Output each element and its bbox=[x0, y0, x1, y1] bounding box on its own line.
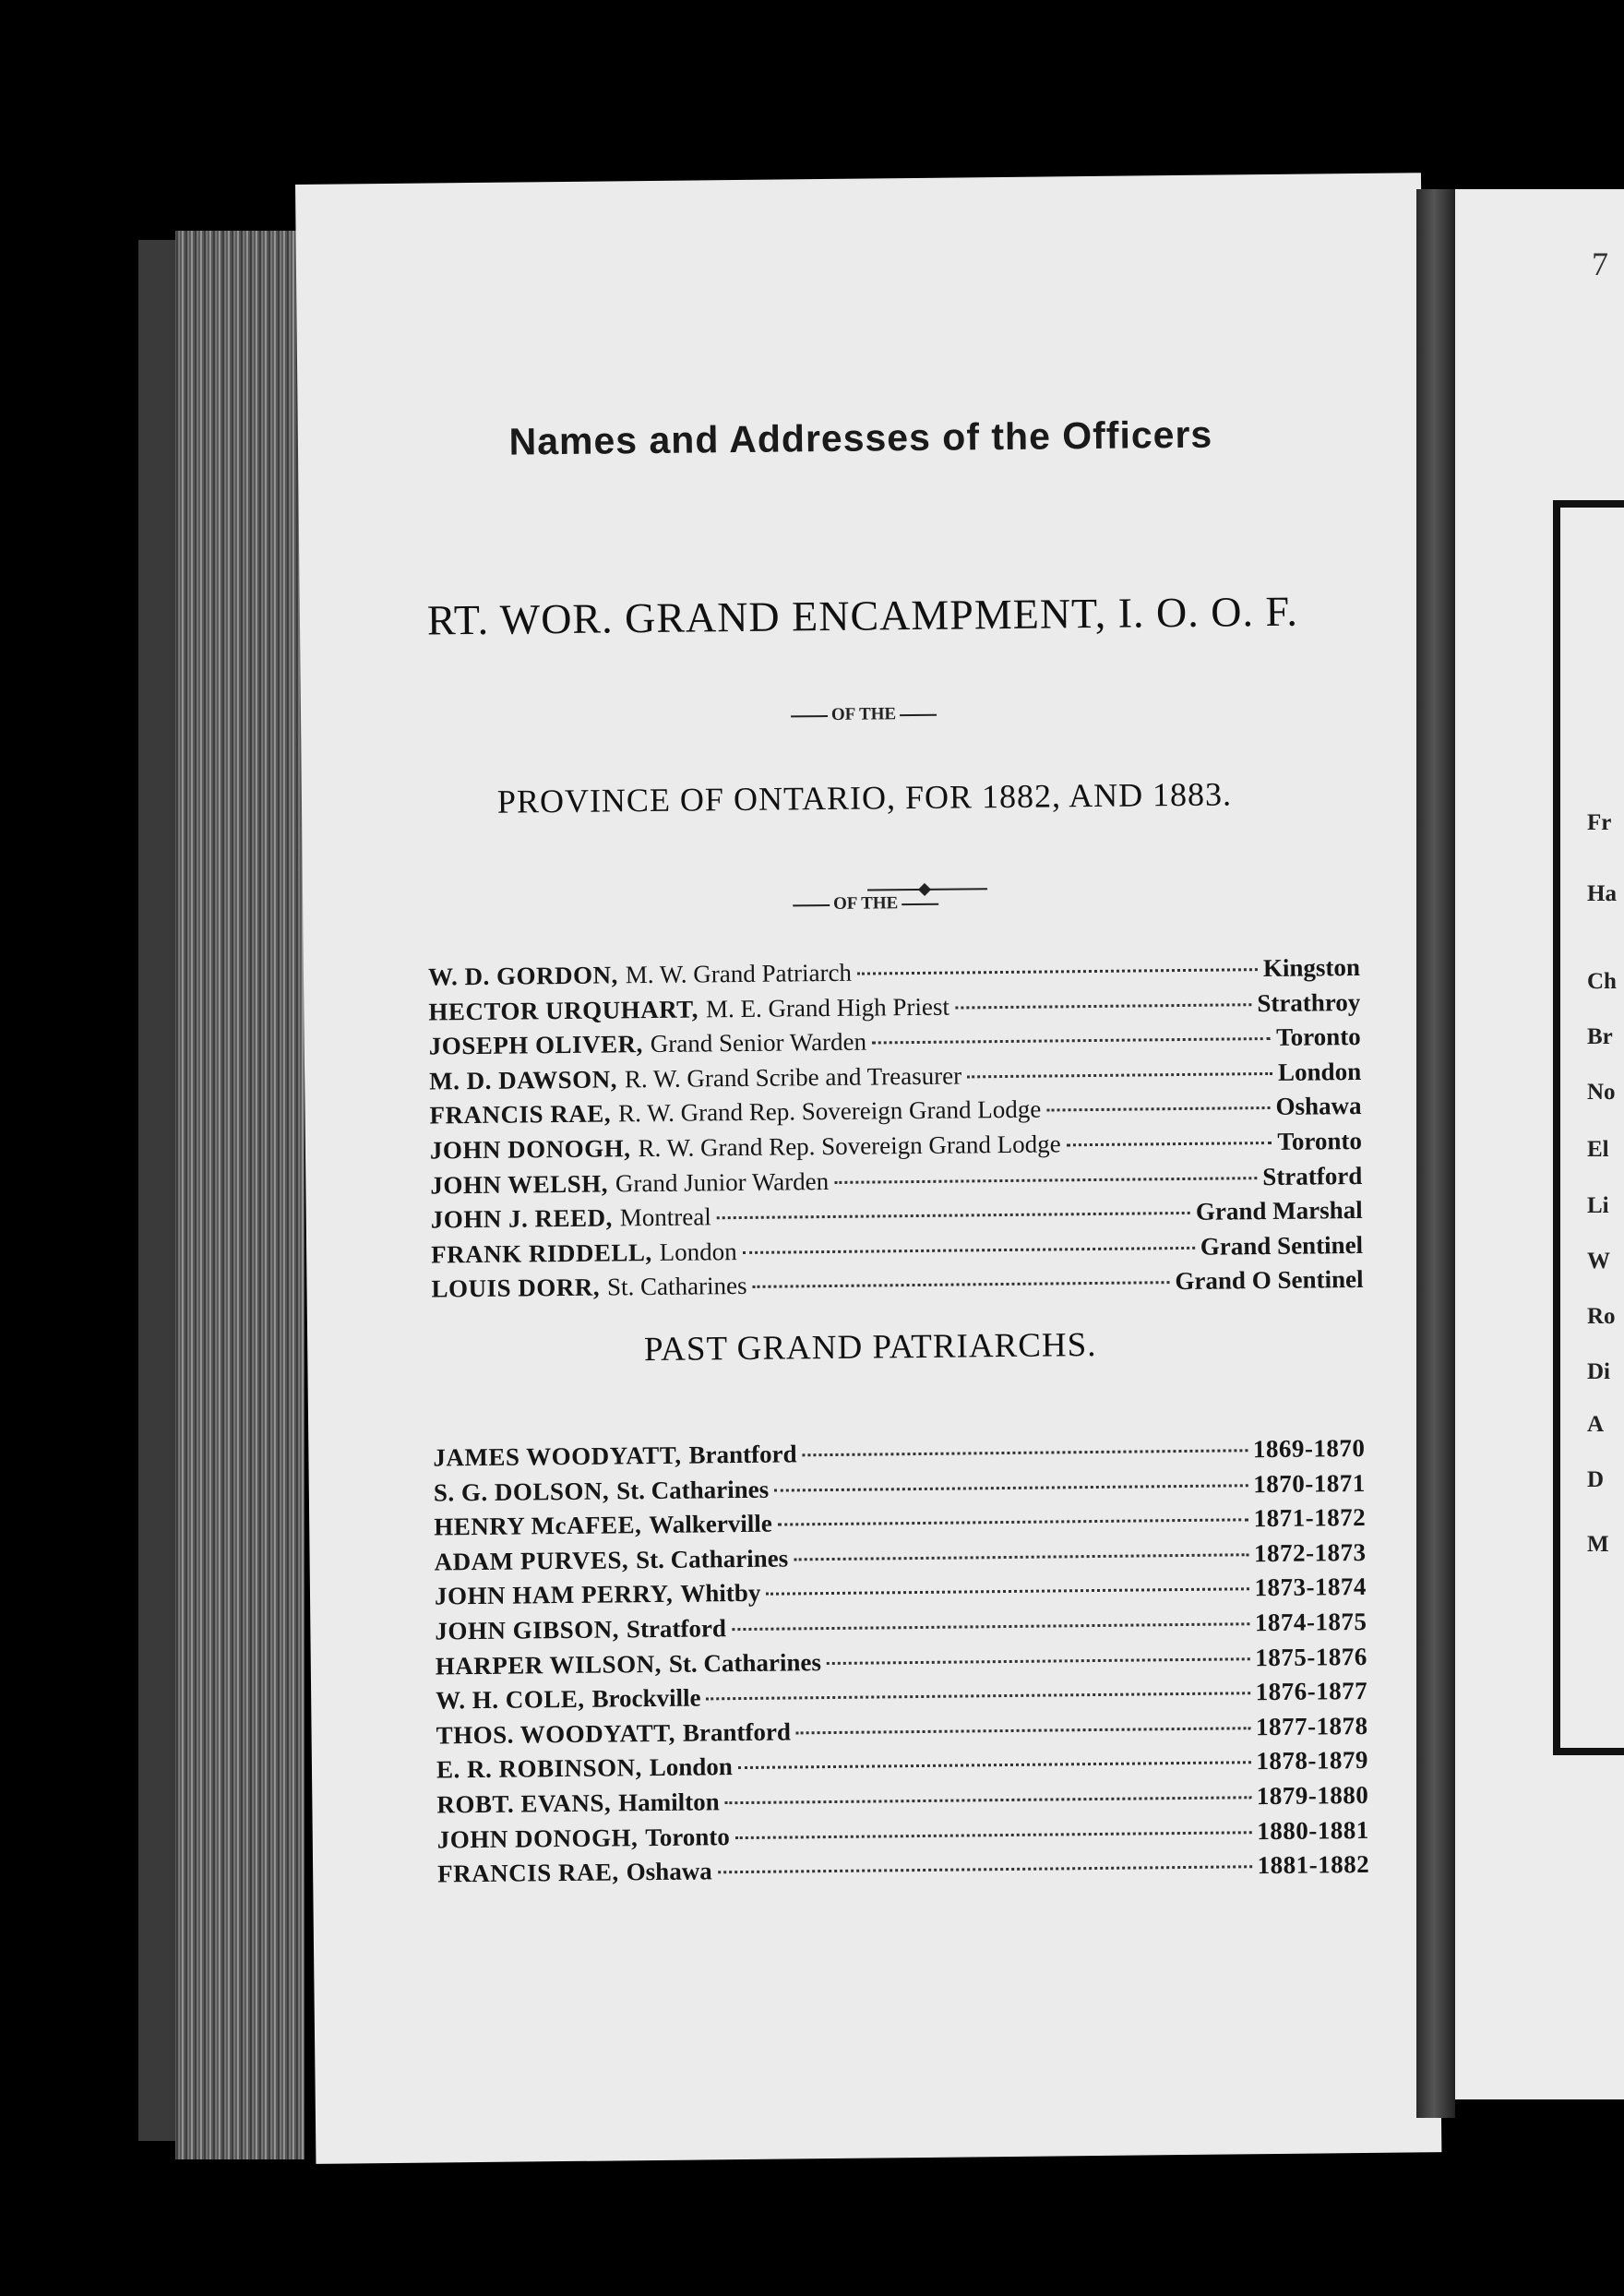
entry-detail: St. Catharines bbox=[615, 1475, 770, 1505]
entry-detail: Brockville bbox=[591, 1683, 701, 1713]
book-spine bbox=[1416, 189, 1455, 2118]
dot-leader bbox=[1046, 1106, 1270, 1112]
dot-leader bbox=[802, 1449, 1247, 1456]
person-name: JOHN DONOGH, bbox=[436, 1823, 639, 1854]
connector-text: OF THE bbox=[830, 704, 897, 724]
person-name: THOS. WOODYATT, bbox=[436, 1718, 676, 1750]
person-name: HENRY McAFEE, bbox=[434, 1511, 642, 1541]
dot-leader bbox=[796, 1727, 1250, 1734]
dot-leader bbox=[717, 1212, 1190, 1219]
dash-line bbox=[793, 904, 830, 906]
connector-2 bbox=[303, 888, 1428, 920]
entry-detail: Brantford bbox=[682, 1717, 792, 1747]
entry-value: London bbox=[1277, 1057, 1362, 1086]
entry-detail: Grand Senior Warden bbox=[650, 1027, 867, 1058]
page-title: Names and Addresses of the Officers bbox=[508, 413, 1213, 463]
entry-value: 1872-1873 bbox=[1253, 1537, 1367, 1567]
entry-detail: Toronto bbox=[645, 1822, 730, 1851]
person-name: JAMES WOODYATT, bbox=[433, 1441, 682, 1472]
entry-detail: R. W. Grand Rep. Sovereign Grand Lodge bbox=[617, 1094, 1042, 1128]
dot-leader bbox=[706, 1692, 1249, 1700]
entry-detail: St. Catharines bbox=[668, 1647, 822, 1678]
dot-leader bbox=[735, 1831, 1251, 1839]
entry-detail: M. E. Grand High Priest bbox=[705, 992, 950, 1022]
person-name: W. H. COLE, bbox=[436, 1684, 585, 1715]
entry-detail: London bbox=[649, 1752, 733, 1782]
dot-leader bbox=[766, 1588, 1248, 1596]
dot-leader bbox=[827, 1657, 1249, 1665]
entry-detail: M. W. Grand Patriarch bbox=[625, 958, 853, 989]
person-name: JOHN DONOGH, bbox=[429, 1134, 631, 1165]
corner-mark: 7 bbox=[1592, 245, 1608, 282]
person-name: JOSEPH OLIVER, bbox=[428, 1030, 643, 1060]
entry-detail: Oshawa bbox=[626, 1857, 712, 1886]
dot-leader bbox=[834, 1177, 1257, 1184]
entry-detail: Brantford bbox=[688, 1440, 797, 1469]
dot-leader bbox=[718, 1865, 1252, 1873]
entry-detail: R. W. Grand Scribe and Treasurer bbox=[624, 1061, 962, 1094]
entry-value: Toronto bbox=[1277, 1126, 1363, 1155]
dot-leader bbox=[1067, 1142, 1272, 1146]
connector-text: OF THE bbox=[832, 893, 899, 914]
adjacent-page-fragment: D bbox=[1587, 1467, 1605, 1492]
adjacent-page-fragment: Li bbox=[1587, 1193, 1609, 1218]
book-page-edge bbox=[138, 240, 180, 2141]
entry-value: Grand Marshal bbox=[1195, 1196, 1363, 1226]
person-name: JOHN WELSH, bbox=[430, 1169, 609, 1200]
adjacent-page-frame bbox=[1553, 500, 1624, 1755]
dot-leader bbox=[955, 1003, 1251, 1009]
person-name: FRANCIS RAE, bbox=[429, 1099, 612, 1130]
dot-leader bbox=[778, 1518, 1248, 1525]
person-name: E. R. ROBINSON, bbox=[436, 1753, 642, 1784]
entry-value: Stratford bbox=[1262, 1161, 1363, 1190]
entry-detail: Grand Junior Warden bbox=[615, 1166, 830, 1197]
dot-leader bbox=[857, 968, 1258, 975]
entry-value: Oshawa bbox=[1275, 1092, 1362, 1121]
person-name: M. D. DAWSON, bbox=[429, 1065, 618, 1095]
entry-detail: Walkerville bbox=[649, 1509, 772, 1539]
entry-value: 1873-1874 bbox=[1254, 1573, 1367, 1602]
entry-value: 1870-1871 bbox=[1253, 1468, 1366, 1498]
person-name: ROBT. EVANS, bbox=[436, 1788, 612, 1819]
dash-line bbox=[791, 715, 828, 717]
page-content bbox=[295, 173, 1441, 2164]
entry-detail: Whitby bbox=[680, 1579, 761, 1608]
entry-value: Strathroy bbox=[1257, 987, 1361, 1017]
entry-detail: London bbox=[659, 1237, 737, 1266]
past-patriarchs-list bbox=[433, 1434, 1369, 1895]
adjacent-page-fragment: Br bbox=[1587, 1024, 1613, 1049]
person-name: JOHN J. REED, bbox=[430, 1203, 613, 1234]
person-name: LOUIS DORR, bbox=[431, 1273, 601, 1303]
connector-1 bbox=[301, 699, 1427, 731]
entry-value: 1871-1872 bbox=[1253, 1503, 1367, 1533]
entry-detail: St. Catharines bbox=[606, 1272, 747, 1301]
person-name: HECTOR URQUHART, bbox=[428, 995, 699, 1026]
officers-list bbox=[428, 953, 1364, 1309]
entry-detail: Montreal bbox=[619, 1202, 711, 1232]
adjacent-page-fragment: Ha bbox=[1587, 881, 1617, 906]
page-stack bbox=[175, 231, 304, 2159]
adjacent-page-fragment: Fr bbox=[1587, 810, 1612, 835]
adjacent-page-fragment: Ro bbox=[1587, 1304, 1616, 1329]
past-patriarchs-heading: PAST GRAND PATRIARCHS. bbox=[643, 1325, 1097, 1369]
entry-detail: R. W. Grand Rep. Sovereign Grand Lodge bbox=[638, 1130, 1061, 1163]
adjacent-page-fragment: W bbox=[1587, 1249, 1610, 1274]
dot-leader bbox=[732, 1622, 1249, 1631]
entry-value: 1881-1882 bbox=[1257, 1850, 1370, 1880]
entry-detail: Hamilton bbox=[618, 1788, 720, 1817]
person-name: W. D. GORDON, bbox=[427, 961, 618, 991]
entry-value: 1879-1880 bbox=[1256, 1780, 1369, 1811]
dot-leader bbox=[967, 1072, 1272, 1078]
diamond-icon bbox=[918, 883, 931, 896]
entry-value: 1878-1879 bbox=[1256, 1746, 1369, 1776]
person-name: FRANK RIDDELL, bbox=[430, 1238, 652, 1269]
entry-value: 1876-1877 bbox=[1255, 1677, 1368, 1706]
adjacent-page-fragment: No bbox=[1587, 1080, 1616, 1105]
dot-leader bbox=[753, 1281, 1170, 1288]
person-name: JOHN GIBSON, bbox=[435, 1615, 620, 1645]
organization-heading: RT. WOR. GRAND ENCAMPMENT, I. O. O. F. bbox=[426, 587, 1299, 644]
dot-leader bbox=[872, 1037, 1271, 1045]
dash-line bbox=[900, 713, 937, 715]
dot-leader bbox=[738, 1762, 1251, 1770]
person-name: JOHN HAM PERRY, bbox=[434, 1580, 674, 1610]
entry-value: 1874-1875 bbox=[1254, 1607, 1367, 1637]
dot-leader bbox=[743, 1247, 1195, 1254]
adjacent-page-fragment: El bbox=[1587, 1137, 1609, 1162]
entry-value: Grand O Sentinel bbox=[1175, 1265, 1364, 1296]
entry-value: Grand Sentinel bbox=[1200, 1230, 1364, 1261]
adjacent-page-fragment: Ch bbox=[1587, 969, 1617, 994]
adjacent-page-fragment: A bbox=[1587, 1412, 1605, 1437]
province-heading: PROVINCE OF ONTARIO, FOR 1882, AND 1883. bbox=[496, 775, 1233, 820]
entry-value: 1880-1881 bbox=[1257, 1815, 1369, 1845]
person-name: S. G. DOLSON, bbox=[433, 1477, 610, 1507]
ornament-rule bbox=[867, 884, 987, 894]
entry-value: Toronto bbox=[1276, 1022, 1361, 1052]
entry-value: 1875-1876 bbox=[1255, 1642, 1367, 1671]
entry-detail: St. Catharines bbox=[636, 1544, 789, 1573]
entry-value: 1869-1870 bbox=[1252, 1433, 1366, 1464]
adjacent-page-fragment: Di bbox=[1587, 1359, 1610, 1384]
dot-leader bbox=[774, 1484, 1248, 1491]
person-name: FRANCIS RAE, bbox=[437, 1858, 619, 1888]
dash-line bbox=[902, 903, 938, 904]
dot-leader bbox=[794, 1553, 1248, 1561]
person-name: ADAM PURVES, bbox=[434, 1546, 629, 1576]
entry-value: 1877-1878 bbox=[1255, 1711, 1368, 1740]
main-page bbox=[295, 173, 1441, 2164]
entry-detail: Stratford bbox=[626, 1614, 727, 1644]
entry-value: Kingston bbox=[1262, 952, 1361, 983]
adjacent-page-fragment: M bbox=[1587, 1532, 1609, 1557]
person-name: HARPER WILSON, bbox=[435, 1649, 663, 1680]
dot-leader bbox=[725, 1796, 1251, 1804]
